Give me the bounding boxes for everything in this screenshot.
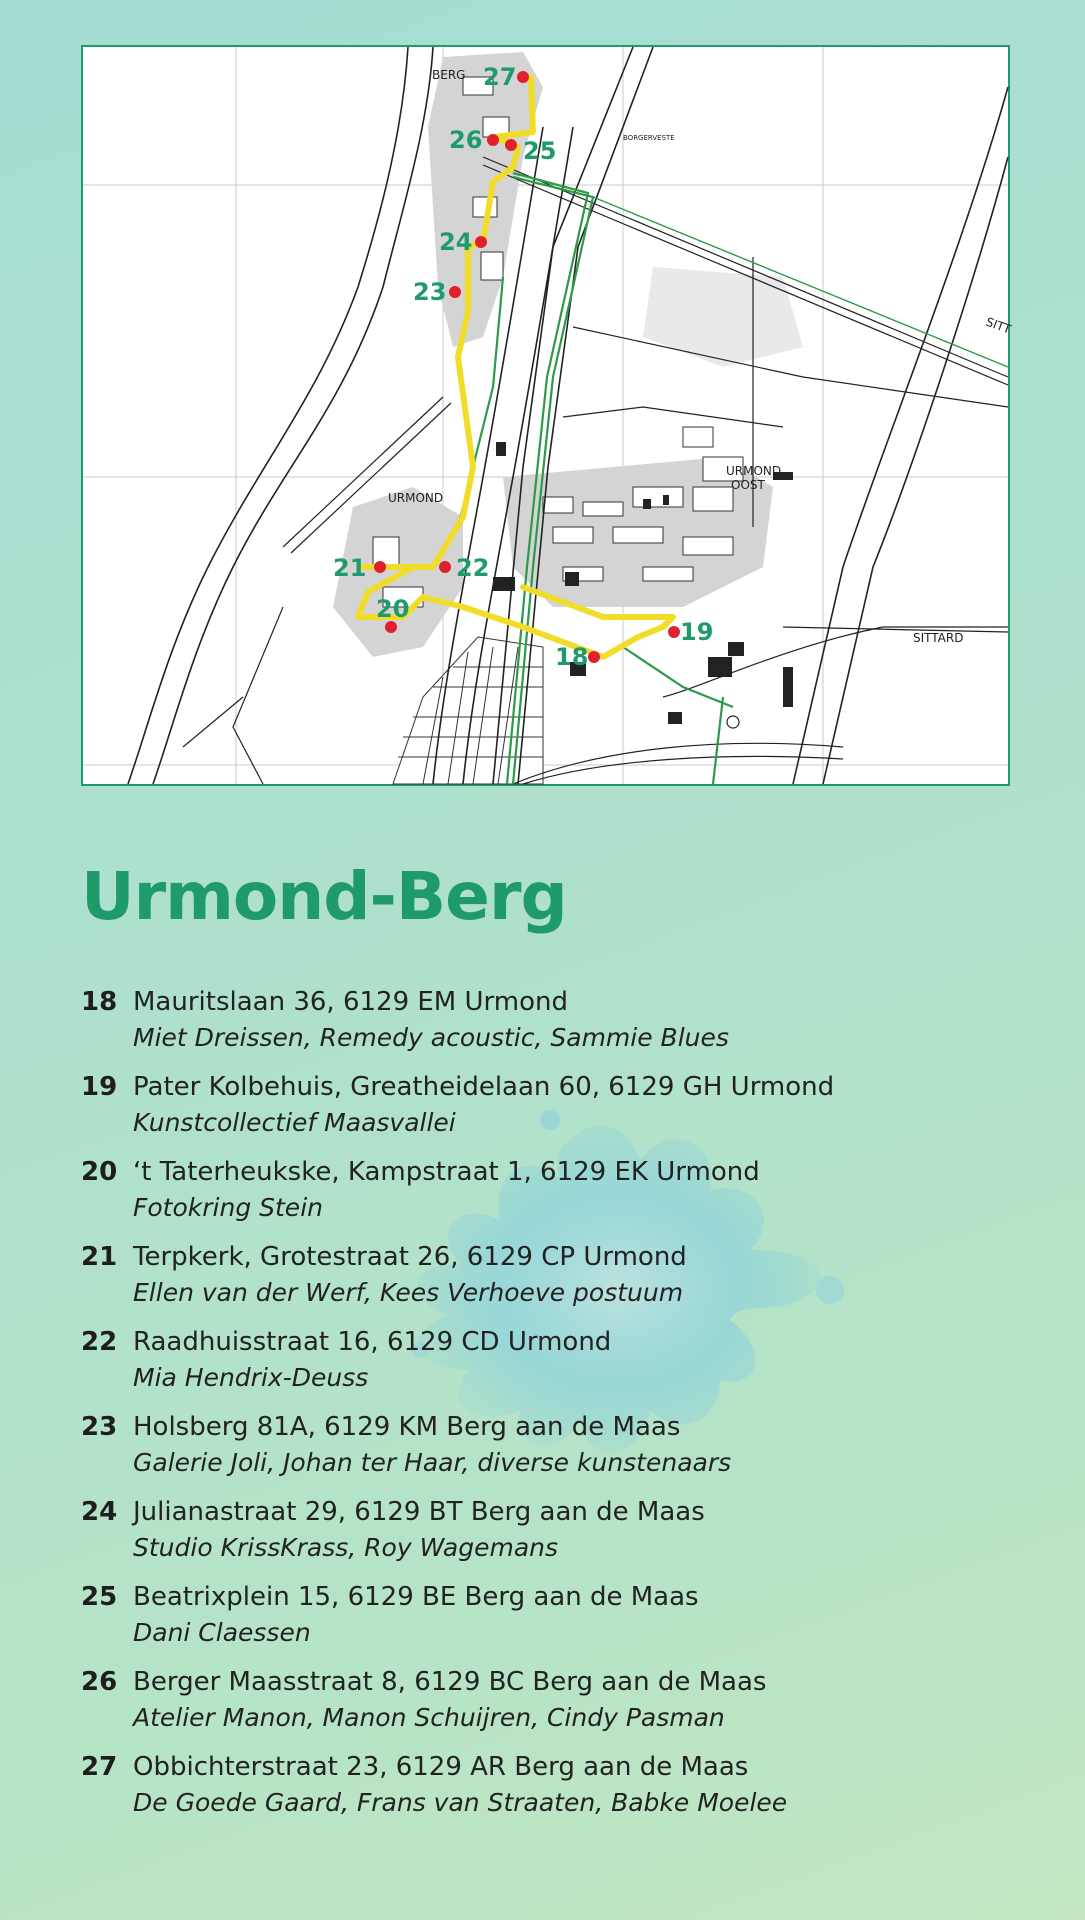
marker-dot [439, 561, 451, 573]
location-artists: Miet Dreissen, Remedy acoustic, Sammie Blues [133, 1023, 729, 1052]
marker-label: 22 [456, 554, 490, 582]
location-address: Pater Kolbehuis, Greatheidelaan 60, 6129 GH Urmond [133, 1072, 835, 1102]
list-item [81, 1242, 1021, 1327]
location-number: 19 [81, 1072, 118, 1102]
location-address: Holsberg 81A, 6129 KM Berg aan de Maas [133, 1412, 681, 1442]
marker-label: 20 [376, 595, 410, 623]
marker-label: 26 [449, 126, 483, 154]
marker-dot [588, 651, 600, 663]
location-address: Terpkerk, Grotestraat 26, 6129 CP Urmond [133, 1242, 687, 1272]
location-address: Obbichterstraat 23, 6129 AR Berg aan de Maas [133, 1752, 749, 1782]
list-item [81, 1752, 1021, 1837]
location-number: 24 [81, 1497, 118, 1527]
location-number: 22 [81, 1327, 118, 1357]
location-number: 20 [81, 1157, 118, 1187]
marker-dot [374, 561, 386, 573]
location-number: 27 [81, 1752, 118, 1782]
location-artists: Studio KrissKrass, Roy Wagemans [133, 1533, 559, 1562]
list-item [81, 987, 1021, 1072]
list-item [81, 1412, 1021, 1497]
location-artists: Kunstcollectief Maasvallei [133, 1108, 456, 1137]
label-urmond: URMOND [388, 491, 444, 505]
location-artists: Dani Claessen [133, 1618, 311, 1647]
list-item [81, 1582, 1021, 1667]
page-title: Urmond-Berg [81, 858, 567, 935]
location-number: 23 [81, 1412, 118, 1442]
location-number: 21 [81, 1242, 118, 1272]
marker-label: 27 [483, 63, 517, 91]
marker-dot [449, 286, 461, 298]
marker-dot [487, 134, 499, 146]
label-sitt: SITT [983, 314, 1013, 337]
location-artists: Atelier Manon, Manon Schuijren, Cindy Pasman [133, 1703, 725, 1732]
marker-dot [505, 139, 517, 151]
label-sittard: SITTARD [913, 631, 964, 645]
route-map [81, 45, 1013, 786]
location-artists: Ellen van der Werf, Kees Verhoeve postuum [133, 1278, 684, 1307]
marker-dot [475, 236, 487, 248]
list-item [81, 1327, 1021, 1412]
list-item [81, 1072, 1021, 1157]
marker-18[interactable] [555, 643, 600, 671]
location-number: 25 [81, 1582, 118, 1612]
location-artists: De Goede Gaard, Frans van Straaten, Babke Moelee [133, 1788, 788, 1817]
location-artists: Mia Hendrix-Deuss [133, 1363, 369, 1392]
map-drawing [83, 47, 1013, 784]
label-borgerveste: BORGERVESTE [623, 134, 675, 142]
location-address: Julianastraat 29, 6129 BT Berg aan de Maas [133, 1497, 705, 1527]
location-list [81, 987, 1021, 1837]
marker-label: 18 [555, 643, 589, 671]
location-artists: Fotokring Stein [133, 1193, 323, 1222]
label-berg: BERG [432, 68, 466, 82]
list-item [81, 1667, 1021, 1752]
label-urmond-oost-1: URMOND [726, 464, 782, 478]
marker-label: 24 [439, 228, 473, 256]
location-number: 26 [81, 1667, 118, 1697]
location-address: ‘t Taterheukske, Kampstraat 1, 6129 EK Urmond [133, 1157, 760, 1187]
location-artists: Galerie Joli, Johan ter Haar, diverse kunstenaars [133, 1448, 732, 1477]
location-address: Berger Maasstraat 8, 6129 BC Berg aan de Maas [133, 1667, 767, 1697]
marker-dot [517, 71, 529, 83]
marker-label: 23 [413, 278, 447, 306]
location-address: Raadhuisstraat 16, 6129 CD Urmond [133, 1327, 612, 1357]
marker-label: 25 [523, 137, 557, 165]
location-number: 18 [81, 987, 118, 1017]
list-item [81, 1497, 1021, 1582]
marker-label: 21 [333, 554, 367, 582]
map-river-lines [128, 47, 1008, 784]
label-urmond-oost-2: OOST [731, 478, 765, 492]
marker-dot [668, 626, 680, 638]
list-item [81, 1157, 1021, 1242]
location-address: Beatrixplein 15, 6129 BE Berg aan de Maas [133, 1582, 699, 1612]
marker-19[interactable] [668, 618, 713, 646]
location-address: Mauritslaan 36, 6129 EM Urmond [133, 987, 568, 1017]
marker-label: 19 [680, 618, 714, 646]
